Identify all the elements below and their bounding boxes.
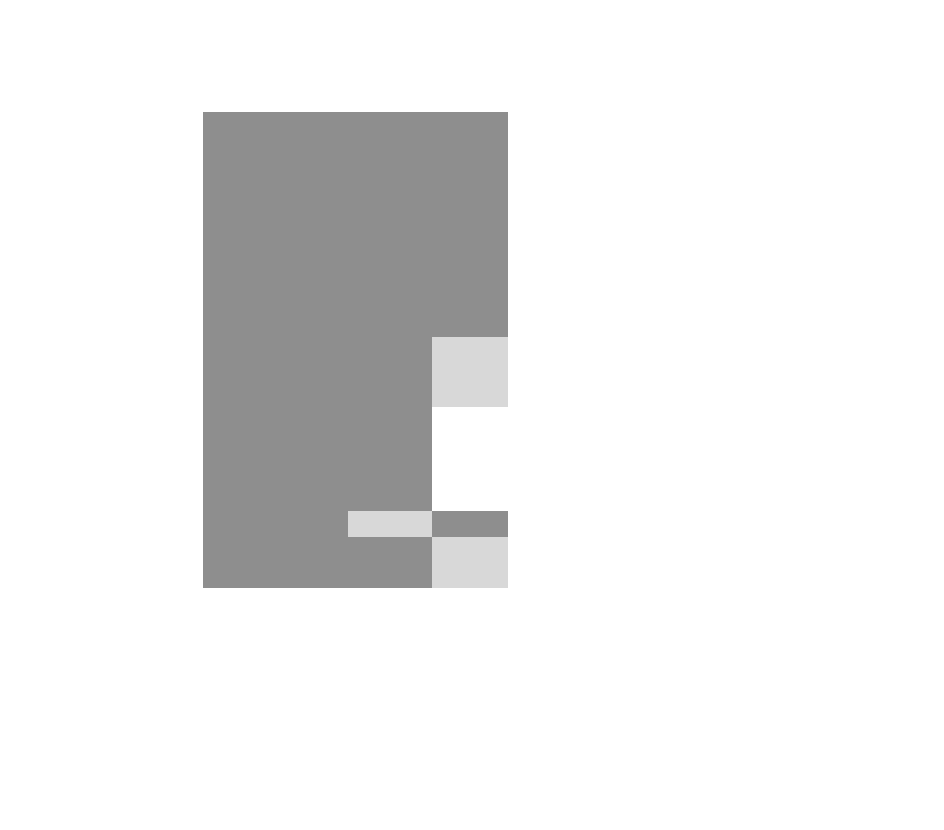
- shade-additional-block: [432, 337, 508, 407]
- shade-additional-block: [348, 511, 432, 537]
- shade-additional-block: [432, 537, 508, 588]
- shade-compatible-block: [348, 537, 432, 588]
- management-table: [6, 0, 934, 588]
- shade-main-block: [203, 112, 508, 337]
- shade-main-block: [432, 511, 508, 537]
